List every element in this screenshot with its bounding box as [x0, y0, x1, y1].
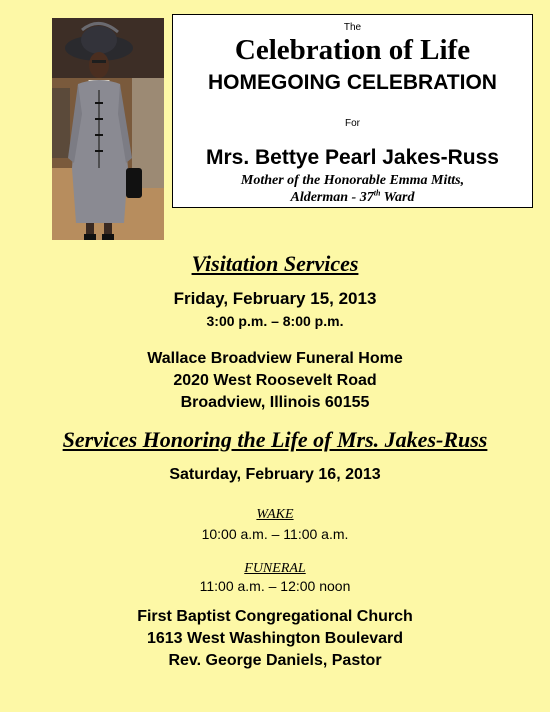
- funeral-time: 11:00 a.m. – 12:00 noon: [199, 578, 351, 594]
- wake-time: 10:00 a.m. – 11:00 a.m.: [201, 526, 349, 542]
- visitation-time: 3:00 p.m. – 8:00 p.m.: [206, 313, 344, 329]
- visitation-venue-address: 2020 West Roosevelt Road: [173, 372, 377, 389]
- pastor-name: Rev. George Daniels, Pastor: [168, 652, 382, 669]
- visitation-venue-name: Wallace Broadview Funeral Home: [147, 350, 403, 367]
- tagline-line-1: Mother of the Honorable Emma Mitts,: [240, 173, 465, 188]
- main-title: Celebration of Life: [234, 34, 471, 66]
- homegoing-subtitle: HOMEGOING CELEBRATION: [208, 71, 497, 94]
- church-name: First Baptist Congregational Church: [137, 608, 413, 625]
- portrait-image: [52, 18, 164, 240]
- intro-for: For: [345, 118, 360, 129]
- portrait-photo: [52, 18, 164, 240]
- services-heading: Services Honoring the Life of Mrs. Jakes-Russ: [62, 427, 488, 452]
- visitation-date: Friday, February 15, 2013: [173, 289, 377, 308]
- intro-the: The: [343, 22, 362, 33]
- title-box: [172, 14, 533, 208]
- tagline-line-2: [173, 189, 532, 206]
- honoree-tagline: [173, 172, 532, 206]
- church-address: 1613 West Washington Boulevard: [146, 630, 404, 647]
- honoree-name: Mrs. Bettye Pearl Jakes-Russ: [206, 146, 499, 169]
- tagline-line-2-prefix: Alderman - 37: [290, 190, 374, 205]
- tagline-line-2-suffix: Ward: [380, 190, 415, 205]
- services-date: Saturday, February 16, 2013: [169, 466, 381, 483]
- visitation-venue-city: Broadview, Illinois 60155: [180, 394, 370, 411]
- funeral-label: FUNERAL: [244, 561, 306, 576]
- wake-label: WAKE: [256, 507, 294, 522]
- visitation-heading: Visitation Services: [191, 251, 359, 276]
- tagline-line-2-sup: th: [373, 188, 381, 198]
